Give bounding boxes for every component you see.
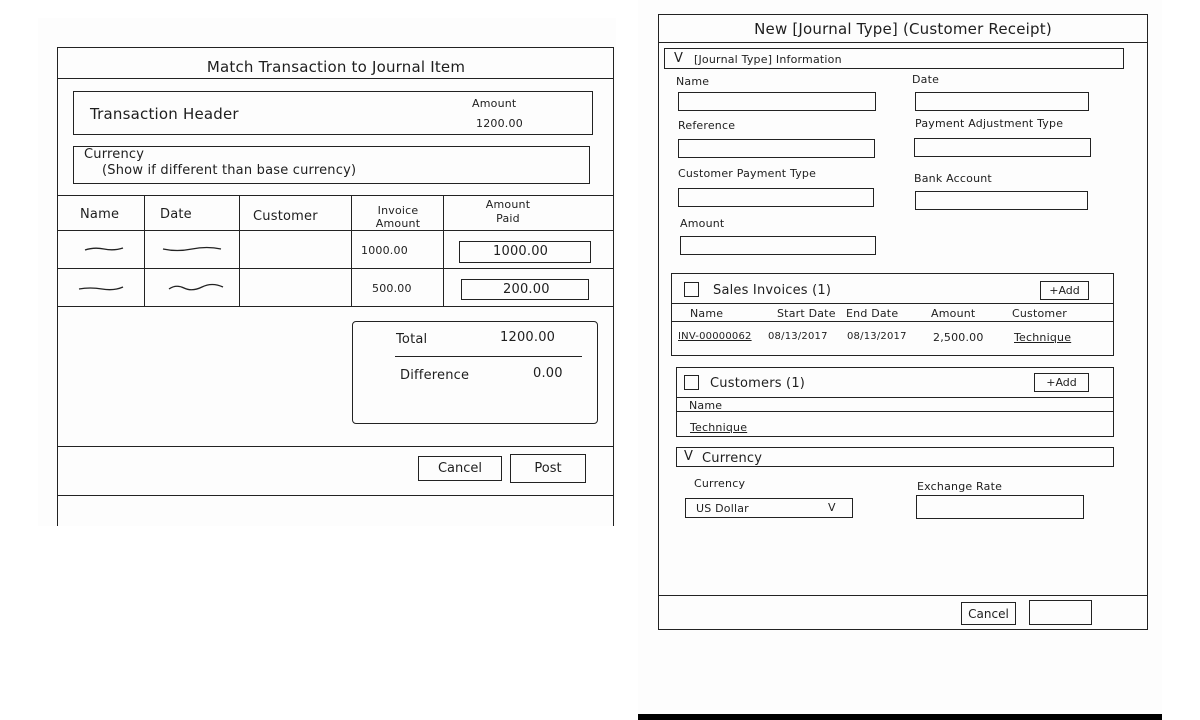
col-header-date: Date [160,207,192,222]
row2-date-squiggle [168,282,224,292]
sales-invoices-row-line [671,321,1114,322]
currency-select-value: US Dollar [696,502,749,515]
table-row-line [57,268,614,269]
dialog-title: Match Transaction to Journal Item [206,58,466,76]
sales-invoices-checkbox[interactable] [684,282,699,297]
row1-date-squiggle [162,245,222,253]
total-value: 1200.00 [500,330,556,345]
customers-header-line [676,397,1114,398]
header-amount-label: Amount [472,97,517,110]
header-amount-value: 1200.00 [476,117,523,130]
si-col-end-date: End Date [846,307,899,320]
name-label: Name [676,75,710,88]
customers-add-button[interactable]: +Add [1034,373,1089,392]
reference-field[interactable] [678,139,875,158]
si-row-customer-link[interactable]: Technique [1014,331,1072,344]
cancel-button[interactable]: Cancel [961,602,1016,625]
scan-edge-right [1162,0,1200,720]
match-transaction-sketch [38,18,616,526]
amount-field[interactable] [680,236,876,255]
sales-invoices-add-button[interactable]: +Add [1040,281,1089,300]
customers-title: Customers (1) [710,376,806,391]
customer-row-link[interactable]: Technique [690,421,748,434]
table-top-line [57,195,614,196]
info-chevron-icon: V [674,51,684,66]
row1-amount-paid: 1000.00 [493,244,549,259]
bank-account-field[interactable] [915,191,1088,210]
si-col-customer: Customer [1012,307,1068,320]
amount-label: Amount [680,217,725,230]
footer-top-line [57,446,614,447]
col-divider-1 [144,195,145,306]
cancel-button[interactable]: Cancel [418,456,502,481]
col-header-customer: Customer [253,209,318,224]
si-col-amount: Amount [931,307,976,320]
sales-invoices-title: Sales Invoices (1) [713,283,832,298]
row1-name-squiggle [84,245,124,253]
currency-note: (Show if different than base currency) [102,163,357,178]
title-divider [658,42,1148,43]
reference-label: Reference [678,119,736,132]
currency-dropdown-icon[interactable]: V [828,501,836,514]
si-row-name-link[interactable]: INV-00000062 [678,331,752,342]
col-divider-2 [239,195,240,306]
table-header-line [57,230,614,231]
col-header-amount-paid: Amount Paid [485,198,531,225]
row1-invoice-amount: 1000.00 [361,244,408,257]
col-divider-4 [443,195,444,306]
customers-checkbox[interactable] [684,375,699,390]
difference-value: 0.00 [533,366,563,381]
row2-amount-paid: 200.00 [503,282,550,297]
customers-col-name: Name [689,399,723,412]
si-col-name: Name [690,307,724,320]
bank-account-label: Bank Account [914,172,992,185]
exchange-rate-label: Exchange Rate [917,480,1003,493]
si-row-start-date: 08/13/2017 [768,331,828,342]
dialog-title: New [Journal Type] (Customer Receipt) [754,20,1052,38]
customers-row-line [676,411,1114,412]
si-row-end-date: 08/13/2017 [847,331,907,342]
currency-label: Currency [84,147,145,162]
primary-button[interactable] [1029,600,1092,625]
currency-label: Currency [694,477,746,490]
table-bottom-line [57,306,614,307]
payment-adjustment-type-field[interactable] [914,138,1091,157]
customer-payment-type-label: Customer Payment Type [678,167,817,180]
date-label: Date [912,73,940,86]
exchange-rate-field[interactable] [916,495,1084,519]
difference-label: Difference [400,368,470,383]
title-divider [57,78,614,79]
post-button[interactable]: Post [510,454,586,483]
summary-divider [395,356,582,357]
customer-receipt-sketch [638,0,1162,714]
transaction-header-label: Transaction Header [90,105,239,123]
scan-edge [638,714,1200,720]
currency-chevron-icon: V [684,449,694,464]
col-header-invoice-amount: Invoice Amount [375,204,421,230]
footer-top-line [658,595,1148,596]
currency-section-title: Currency [702,451,763,466]
payment-adjustment-type-label: Payment Adjustment Type [915,117,1064,130]
col-header-name: Name [80,207,120,222]
row2-invoice-amount: 500.00 [372,282,412,295]
row2-name-squiggle [78,284,124,292]
total-label: Total [396,332,428,347]
sales-invoices-header-line [671,303,1114,304]
si-row-amount: 2,500.00 [933,331,984,344]
info-section-title: [Journal Type] Information [694,53,842,66]
footer-bottom-line [57,495,614,496]
name-field[interactable] [678,92,876,111]
si-col-start-date: Start Date [777,307,836,320]
col-divider-3 [351,195,352,306]
date-field[interactable] [915,92,1089,111]
customer-payment-type-field[interactable] [678,188,874,207]
